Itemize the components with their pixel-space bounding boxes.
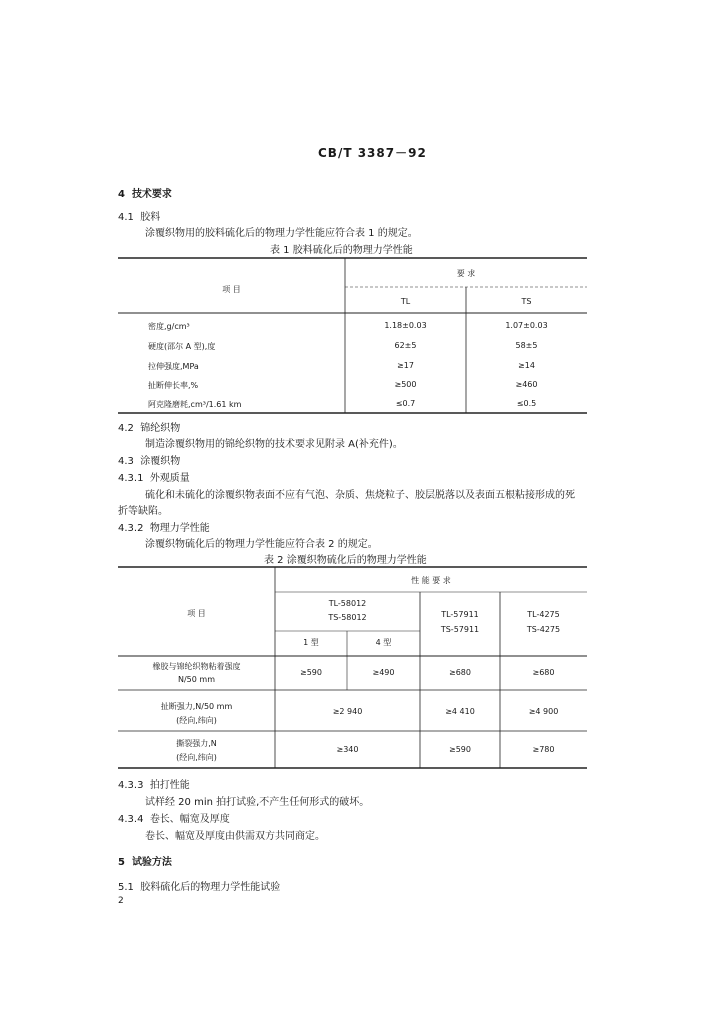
section-title: 外观质量 [149,473,190,484]
paragraph: 涂覆织物硫化后的物理力学性能应符合表 2 的规定。 [145,539,378,550]
grade-tl-58012: TL-58012 [328,599,367,608]
section-number: 4.3.4 [118,814,144,825]
section-title: 拍打性能 [149,780,190,791]
grade-tl-4275: TL-4275 [527,610,560,619]
section-title: 锦纶织物 [140,423,181,434]
cell-ts: ≥460 [515,380,538,389]
section-title: 试验方法 [131,857,172,868]
cell: ≥490 [372,668,395,677]
cell: ≥590 [449,745,471,754]
section-4-3-2-heading [118,519,210,534]
row-label: 橡胶与锦纶织物粘着强度 [152,662,241,671]
section-5-heading [118,853,172,868]
row-label: 扯断伸长率,% [148,381,199,390]
cell-tl: ≤0.7 [395,399,416,408]
page-number: 2 [118,896,124,906]
table-2-head-item: 项 目 [187,609,206,618]
section-5-1-heading [118,878,280,893]
cell: ≥340 [336,745,359,754]
cell-ts: ≤0.5 [516,399,537,408]
section-number: 4.3.1 [118,473,144,484]
cell-tl: ≥500 [394,380,417,389]
paragraph: 硫化和未硫化的涂覆织物表面不应有气泡、杂质、焦烧粒子、胶层脱落以及表面五根粘接形成的死 [145,490,575,501]
cell-ts: 58±5 [515,341,538,350]
section-4-2-heading [118,419,180,434]
section-number: 4.2 [118,423,134,434]
paragraph: 卷长、幅宽及厚度由供需双方共同商定。 [145,831,325,842]
section-number: 5 [118,857,125,868]
type-4: 4 型 [375,638,392,647]
row-label: 硬度(邵尔 A 型),度 [148,342,216,351]
row-label: 阿克隆磨耗,cm³/1.61 km [148,400,242,409]
cell-tl: 1.18±0.03 [384,321,427,330]
table-1-head-item: 项 目 [222,285,241,294]
cell: ≥2 940 [332,707,363,716]
section-title: 涂覆织物 [140,456,181,467]
cell: ≥780 [532,745,555,754]
section-number: 4.1 [118,212,134,223]
section-title: 卷长、幅宽及厚度 [149,814,230,825]
grade-ts-57911: TS-57911 [440,625,480,634]
paragraph: 涂覆织物用的胶料硫化后的物理力学性能应符合表 1 的规定。 [145,228,418,239]
table-1-caption: 表 1 胶料硫化后的物理力学性能 [270,245,413,256]
table-2-caption: 表 2 涂覆织物硫化后的物理力学性能 [264,555,427,566]
cell-tl: ≥17 [397,361,414,370]
table-2-head-perf: 性 能 要 求 [411,576,451,585]
section-number: 4.3 [118,456,134,467]
row-unit: (经向,纬向) [176,753,217,762]
standard-code: CB/T 3387－92 [318,146,427,160]
section-title: 胶料硫化后的物理力学性能试验 [140,882,281,893]
section-number: 4.3.3 [118,780,144,791]
grade-ts-4275: TS-4275 [526,625,561,634]
section-number: 4.3.2 [118,523,144,534]
section-4-3-1-heading [118,469,190,484]
table-1-head-req: 要 求 [456,269,476,278]
cell-tl: 62±5 [394,341,417,350]
grade-ts-58012: TS-58012 [328,613,367,622]
row-unit: N/50 mm [178,675,215,684]
section-title: 胶料 [140,212,161,223]
section-title: 物理力学性能 [149,523,210,534]
section-number: 4 [118,189,125,200]
paragraph: 制造涂覆织物用的锦纶织物的技术要求见附录 A(补充件)。 [145,439,403,450]
cell-ts: 1.07±0.03 [505,321,548,330]
paragraph-continued: 折等缺陷。 [118,506,168,517]
type-1: 1 型 [303,638,319,647]
row-label: 密度,g/cm³ [148,322,190,331]
cell: ≥590 [300,668,322,677]
section-number: 5.1 [118,882,134,893]
row-label: 拉伸强度,MPa [148,362,199,371]
cell: ≥4 900 [528,707,559,716]
table-1-head-tl: TL [400,297,411,306]
section-4-3-heading [118,452,180,467]
section-4-3-3-heading [118,776,190,791]
grade-tl-57911: TL-57911 [441,610,479,619]
section-title: 技术要求 [131,189,172,200]
cell: ≥680 [449,668,471,677]
row-label: 扯断强力,N/50 mm [160,702,233,711]
row-label: 撕裂强力,N [176,739,217,748]
cell: ≥680 [532,668,555,677]
cell-ts: ≥14 [518,361,535,370]
cell: ≥4 410 [445,707,475,716]
table-1-head-ts: TS [521,297,532,306]
row-unit: (经向,纬向) [176,716,217,725]
section-4-3-4-heading [118,810,230,825]
paragraph: 试样经 20 min 拍打试验,不产生任何形式的破坏。 [145,797,370,808]
